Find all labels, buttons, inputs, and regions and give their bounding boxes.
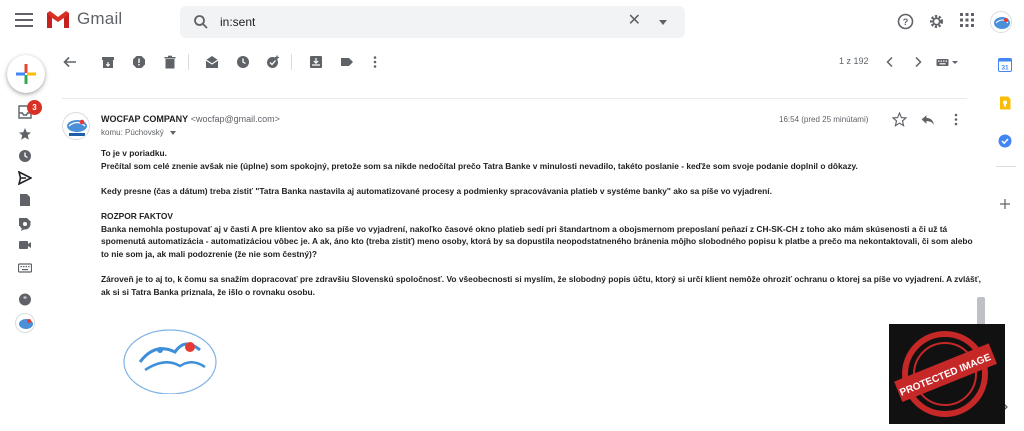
sender-email: <wocfap@gmail.com> [190, 114, 280, 124]
message-toolbar [52, 46, 987, 78]
snooze-clock-icon[interactable] [236, 55, 250, 69]
older-chevron-right-icon[interactable] [911, 55, 925, 69]
body-paragraph: Prečítal som celé znenie avšak nie (úplne) som spokojný, pretože som sa nikde nedočítal prečo Tatra Banke v minulosti nevadilo, takéto poslanie - keďže som svoje podanie doplnil o dôkazy. [101, 160, 858, 171]
sender-name[interactable]: WOCFAP COMPANY [101, 114, 189, 124]
top-bar [0, 0, 1024, 44]
settings-gear-icon[interactable] [928, 13, 945, 30]
delete-trash-icon[interactable] [163, 55, 177, 69]
account-avatar[interactable] [990, 11, 1012, 33]
search-bar[interactable] [180, 6, 685, 38]
body-heading: ROZPOR FAKTOV [101, 210, 173, 221]
svg-text:?: ? [902, 17, 909, 27]
archive-icon[interactable] [101, 55, 115, 69]
get-addons-plus-icon[interactable] [999, 198, 1011, 210]
side-panel-divider [996, 166, 1016, 167]
newer-chevron-left-icon[interactable] [883, 55, 897, 69]
apps-grid-icon[interactable] [960, 13, 974, 27]
labels-tag-icon[interactable] [340, 55, 354, 69]
calendar-icon[interactable] [998, 58, 1012, 72]
snoozed-clock-icon[interactable] [18, 149, 32, 163]
keyboard-icon[interactable] [18, 261, 32, 275]
body-paragraph: To je v poriadku. [101, 148, 167, 158]
main-menu-icon[interactable] [15, 13, 33, 29]
recipient-text: komu: Púchovský [101, 128, 164, 137]
pagination-count: 1 z 192 [839, 56, 869, 66]
recipient-details-caret-icon[interactable] [170, 131, 176, 135]
svg-text:": " [23, 295, 27, 305]
report-spam-icon[interactable] [132, 55, 146, 69]
message-more-options-icon[interactable] [949, 112, 963, 127]
input-tools-keyboard-icon[interactable] [936, 55, 960, 69]
thread-divider [62, 98, 967, 99]
plus-icon [16, 64, 36, 84]
gmail-wordmark: Gmail [77, 9, 123, 28]
search-options-icon[interactable] [659, 20, 667, 25]
hangouts-contact-avatar[interactable] [15, 313, 35, 333]
watermark-text: PROTECTED IMAGE [898, 352, 993, 399]
tasks-icon[interactable] [998, 134, 1012, 148]
message-body [101, 147, 981, 298]
keep-notes-icon[interactable] [998, 96, 1012, 110]
gmail-m-icon [45, 9, 71, 29]
starred-icon[interactable] [18, 127, 32, 141]
message-timestamp: 16:54 (pred 25 minútami) [779, 115, 869, 124]
recipient-line [101, 128, 176, 137]
protected-image-watermark [889, 324, 1005, 424]
back-arrow-icon[interactable] [63, 55, 77, 69]
drafts-icon[interactable] [18, 193, 32, 207]
add-to-tasks-icon[interactable] [266, 55, 280, 69]
move-to-icon[interactable] [309, 55, 323, 69]
signature-logo-image [120, 322, 220, 408]
compose-button[interactable] [7, 55, 45, 93]
toolbar-divider [291, 54, 292, 70]
chat-bubble-icon[interactable] [18, 218, 32, 232]
star-outline-icon[interactable] [892, 112, 907, 127]
reply-arrow-icon[interactable] [920, 112, 935, 127]
body-paragraph: Kedy presne (čas a dátum) treba zistiť "Tatra Banka nastavila aj automatizované procesy a podmienky spracovávania platieb v systéme banky" ako sa píše vo vyjadrení. [101, 185, 772, 196]
search-input[interactable]: in:sent [220, 15, 256, 29]
inbox-unread-badge: 3 [27, 100, 42, 115]
help-icon[interactable] [897, 13, 914, 30]
sender-line [101, 114, 280, 124]
body-paragraph: Banka nemohla postupovať aj v časti A pre klientov ako sa píše vo vyjadrení, nakoľko časové okno platieb sedí pri štandartnom a obojsmernom preposlaní peňazí z CH-SK-CH z toho ako mám skúsenosti a či už tá spomenutá automatizácia - automatizáciou vôbec je. A ak, áno kto (treba zistiť) meno osoby, ktorá by sa dopustila neopodstatneného bránenia môjho slobodného popisu k platbe a prečo ma nekontaktovali, či som alebo to nie som ja, ak mali podozrenie (že nie som čestný)? [101, 223, 973, 259]
meet-new-meeting-icon[interactable] [18, 238, 32, 252]
mark-as-unread-icon[interactable] [205, 55, 219, 69]
search-icon[interactable] [193, 14, 209, 30]
body-paragraph: Zároveň je to aj to, k čomu sa snažím dopracovať pre zdravšiu Slovenskú spoločnosť. Vo všeobecnosti si myslím, že slobodný popis účtu, ktorý si určí klient nemôže ohroziť ochranu o ktorej sa píše vo vyjadrení. A zvlášť, ak si si Tatra Banka priznala, že išlo o rovnaku osobu. [101, 273, 981, 297]
gmail-logo[interactable] [45, 9, 122, 29]
svg-text:31: 31 [1001, 64, 1009, 72]
hangouts-quote-icon[interactable] [18, 293, 32, 307]
clear-search-icon[interactable]: ✕ [627, 12, 641, 29]
toolbar-divider [188, 54, 189, 70]
sender-avatar[interactable] [62, 112, 90, 140]
sent-icon[interactable] [18, 171, 32, 185]
more-options-icon[interactable] [368, 55, 382, 69]
